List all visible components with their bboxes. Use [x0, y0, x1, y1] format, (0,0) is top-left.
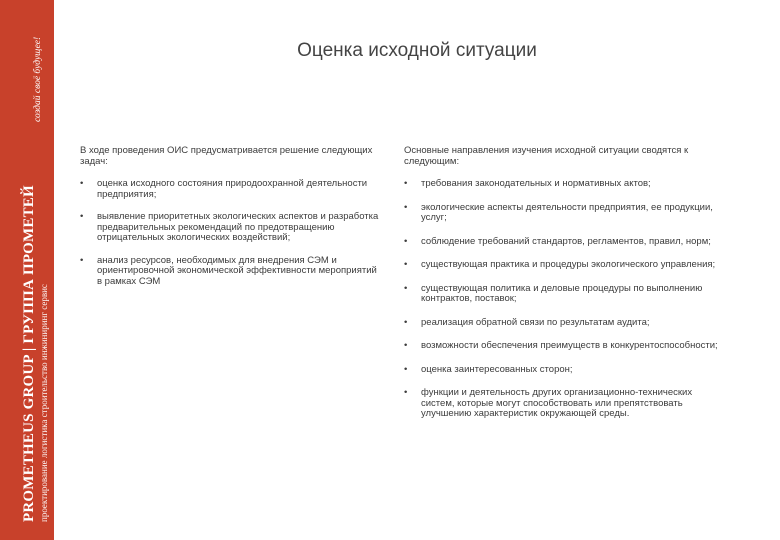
- list-item: [404, 237, 719, 248]
- right-intro: Основные направления изучения исходной ситуации сводятся к следующим:: [404, 145, 689, 167]
- bullet-icon: •: [404, 235, 408, 247]
- list-item: [80, 179, 380, 200]
- left-intro: В ходе проведения ОИС предусматривается решение следующих задач:: [80, 145, 373, 167]
- left-column: [80, 146, 380, 299]
- bullet-icon: •: [404, 316, 408, 328]
- list-item-text: существующая практика и процедуры экологического управления;: [421, 259, 716, 270]
- list-item-text: выявление приоритетных экологических аспектов и разработка предварительных рекомендаций по предотвращению отрицательных экологических воздействий;: [97, 211, 379, 243]
- bullet-icon: •: [404, 387, 408, 398]
- bullet-icon: •: [80, 178, 84, 189]
- sidebar-brand: PROMETHEUS GROUP | ГРУППА ПРОМЕТЕЙ: [21, 185, 37, 522]
- list-item: [404, 284, 719, 305]
- sidebar: [0, 0, 54, 540]
- list-item-text: требования законодательных и нормативных актов;: [421, 178, 651, 189]
- list-item-text: функции и деятельность других организационно-технических систем, которые могут способствовать или препятствовать улучшению характеристик окружающей среды.: [421, 387, 693, 419]
- list-item: [404, 203, 719, 224]
- list-item-text: соблюдение требований стандартов, регламентов, правил, норм;: [421, 235, 711, 247]
- bullet-icon: •: [80, 211, 84, 222]
- page-title: Оценка исходной ситуации: [297, 40, 537, 61]
- list-item: [404, 260, 719, 271]
- list-item-text: анализ ресурсов, необходимых для внедрения СЭМ и ориентировочной экономической эффективности мероприятий в рамках СЭМ: [97, 254, 377, 287]
- right-list: [404, 179, 719, 420]
- list-item-text: возможности обеспечения преимуществ в конкурентоспособности;: [421, 340, 718, 351]
- list-item: [80, 212, 380, 244]
- right-column: [404, 146, 719, 433]
- list-item-text: экологические аспекты деятельности предприятия, ее продукции, услуг;: [421, 201, 713, 223]
- list-item-text: оценка исходного состояния природоохранной деятельности предприятия;: [97, 178, 368, 200]
- list-item: [404, 365, 719, 376]
- sidebar-subtitle: проектирование логистика строительство инжиниринг сервис: [39, 284, 49, 522]
- bullet-icon: •: [80, 254, 84, 266]
- bullet-icon: •: [404, 259, 408, 270]
- sidebar-text: [0, 0, 54, 540]
- list-item: [404, 341, 719, 352]
- left-list: [80, 179, 380, 287]
- bullet-icon: •: [404, 201, 408, 213]
- bullet-icon: •: [404, 282, 408, 294]
- bullet-icon: •: [404, 178, 408, 189]
- list-item-text: существующая политика и деловые процедуры по выполнению контрактов, поставок;: [421, 282, 703, 304]
- sidebar-slogan: создай своё будущее!: [33, 36, 43, 122]
- list-item-text: оценка заинтересованных сторон;: [421, 363, 573, 375]
- bullet-icon: •: [404, 340, 408, 351]
- list-item-text: реализация обратной связи по результатам аудита;: [421, 316, 650, 328]
- list-item: [404, 318, 719, 329]
- list-item: [80, 256, 380, 288]
- list-item: [404, 388, 719, 420]
- bullet-icon: •: [404, 363, 408, 375]
- list-item: [404, 179, 719, 190]
